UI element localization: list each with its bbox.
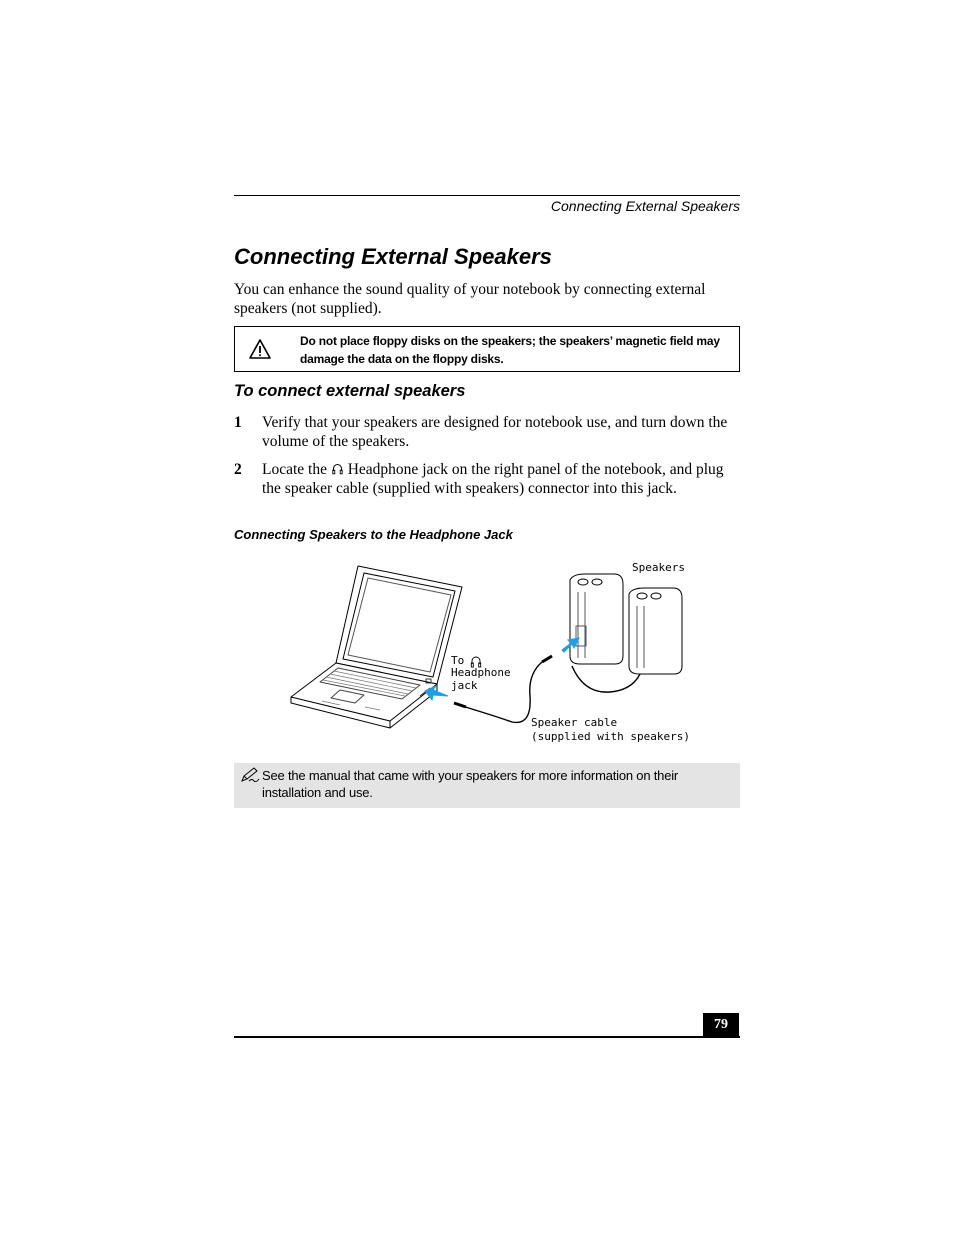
- pencil-note-icon: [240, 767, 260, 783]
- page-number: 79: [703, 1013, 739, 1037]
- warning-text: Do not place floppy disks on the speakers; the speakers’ magnetic field may damage the data on the floppy disks.: [300, 334, 720, 366]
- speaker-connection-figure: [280, 556, 700, 748]
- speakers-label: Speakers: [632, 561, 685, 574]
- cable-label-line1: Speaker cable: [531, 716, 618, 729]
- cable-label-line2: (supplied with speakers): [531, 730, 690, 743]
- step-number: 2: [234, 461, 242, 478]
- procedure-heading: To connect external speakers: [234, 382, 466, 400]
- jack-label: jack: [451, 679, 478, 692]
- speakers: [570, 574, 682, 674]
- step-text-after: Headphone jack on the right panel of the notebook, and plug the speaker cable (supplied with speakers) connector into this jack.: [262, 461, 724, 497]
- footer-rule: [234, 1036, 740, 1038]
- header-rule: [234, 195, 740, 196]
- step-number: 1: [234, 414, 242, 431]
- headphone-icon: [332, 463, 343, 475]
- running-header: Connecting External Speakers: [550, 198, 740, 214]
- step-text-before: Locate the: [262, 461, 327, 478]
- connection-illustration: [280, 556, 700, 748]
- warning-triangle-icon: [249, 338, 271, 360]
- to-label: To: [451, 654, 465, 667]
- warning-box: [234, 326, 740, 372]
- section-title: Connecting External Speakers: [234, 244, 552, 269]
- step-text: [262, 460, 740, 498]
- step-text: Verify that your speakers are designed for notebook use, and turn down the volume of the speakers.: [262, 414, 728, 450]
- headphone-label: Headphone: [451, 666, 511, 679]
- note-box: [234, 763, 740, 808]
- note-text: See the manual that came with your speakers for more information on their installation and use.: [262, 768, 679, 800]
- figure-caption: Connecting Speakers to the Headphone Jack: [234, 527, 513, 542]
- intro-paragraph: You can enhance the sound quality of your notebook by connecting external speakers (not supplied).: [234, 281, 706, 317]
